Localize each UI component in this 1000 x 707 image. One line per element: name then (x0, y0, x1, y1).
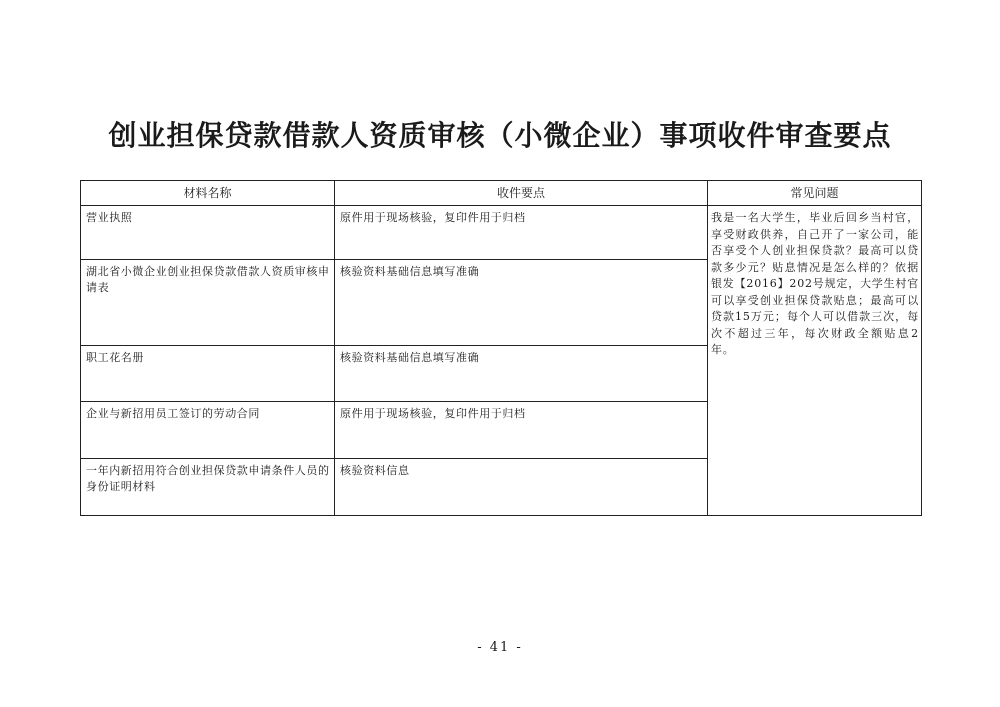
material-text: 湖北省小微企业创业担保贷款借款人资质审核申请表 (86, 265, 330, 294)
table-header-row (81, 181, 922, 206)
requirement-text: 原件用于现场核验，复印件用于归档 (340, 211, 526, 224)
material-text: 营业执照 (86, 211, 133, 224)
page-number: - 41 - (477, 640, 523, 655)
document-title: 创业担保贷款借款人资质审核（小微企业）事项收件审查要点 (108, 119, 892, 152)
material-text: 职工花名册 (86, 351, 144, 364)
header-faq: 常见问题 (708, 181, 922, 206)
requirement-text: 核验资料信息 (340, 464, 410, 477)
material-cell (81, 402, 335, 459)
faq-cell (708, 206, 922, 516)
table-row (81, 206, 922, 260)
requirement-cell (335, 346, 708, 402)
requirement-cell (335, 206, 708, 260)
material-text: 一年内新招用符合创业担保贷款申请条件人员的身份证明材料 (86, 464, 330, 493)
requirement-cell (335, 459, 708, 516)
checklist-table (80, 180, 922, 516)
header-requirements: 收件要点 (335, 181, 708, 206)
faq-text: 我是一名大学生，毕业后回乡当村官，享受财政供养，自己开了一家公司，能否享受个人创业担保贷款？最高可以贷款多少元？贴息情况是怎么样的？依据银发【2016】202号规定，大学生村官可以享受创业担保贷款贴息；最高可以贷款15万元；每个人可以借款三次，每次不超过三年，每次财政全额贴息2年。 (711, 211, 919, 356)
material-text: 企业与新招用员工签订的劳动合同 (86, 407, 260, 420)
requirement-text: 核验资料基础信息填写准确 (340, 265, 480, 278)
material-cell (81, 206, 335, 260)
requirement-text: 核验资料基础信息填写准确 (340, 351, 480, 364)
requirement-text: 原件用于现场核验，复印件用于归档 (340, 407, 526, 420)
header-material-name: 材料名称 (81, 181, 335, 206)
material-cell (81, 260, 335, 346)
material-cell (81, 346, 335, 402)
requirement-cell (335, 260, 708, 346)
material-cell (81, 459, 335, 516)
requirement-cell (335, 402, 708, 459)
